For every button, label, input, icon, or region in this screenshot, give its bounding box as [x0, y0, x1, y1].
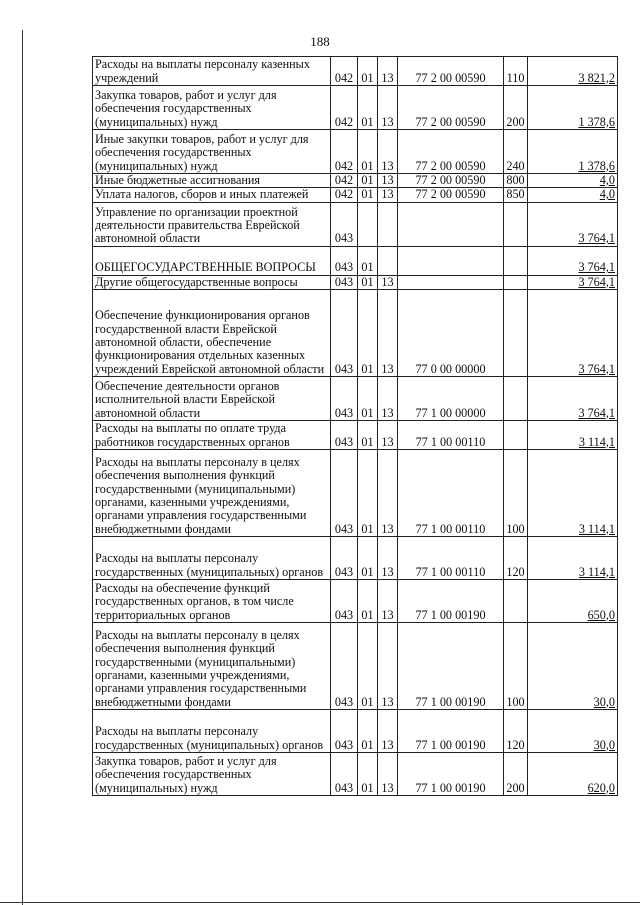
target-article-code: 77 2 00 00590	[398, 174, 504, 188]
subsection-code: 13	[378, 188, 398, 202]
amount: 620,0	[528, 752, 618, 795]
table-row	[93, 174, 618, 188]
expense-name: ОБЩЕГОСУДАРСТВЕННЫЕ ВОПРОСЫ	[93, 246, 331, 275]
amount: 3 114,1	[528, 420, 618, 449]
department-code: 042	[331, 86, 358, 130]
amount: 3 764,1	[528, 275, 618, 289]
section-code: 01	[358, 449, 378, 536]
department-code: 043	[331, 275, 358, 289]
target-article-code: 77 1 00 00110	[398, 449, 504, 536]
amount: 1 378,6	[528, 86, 618, 130]
subsection-code: 13	[378, 449, 398, 536]
subsection-code: 13	[378, 376, 398, 420]
section-code: 01	[358, 246, 378, 275]
target-article-code	[398, 202, 504, 246]
section-code: 01	[358, 174, 378, 188]
table-row	[93, 202, 618, 246]
subsection-code: 13	[378, 622, 398, 709]
expense-name: Другие общегосударственные вопросы	[93, 275, 331, 289]
table-row	[93, 622, 618, 709]
expense-type-code: 100	[504, 449, 528, 536]
section-code: 01	[358, 130, 378, 174]
subsection-code: 13	[378, 536, 398, 579]
target-article-code	[398, 246, 504, 275]
table-row	[93, 289, 618, 376]
amount: 3 764,1	[528, 376, 618, 420]
section-code: 01	[358, 420, 378, 449]
target-article-code: 77 1 00 00190	[398, 622, 504, 709]
amount: 3 764,1	[528, 202, 618, 246]
amount: 30,0	[528, 709, 618, 752]
target-article-code: 77 1 00 00110	[398, 536, 504, 579]
amount: 3 114,1	[528, 536, 618, 579]
subsection-code: 13	[378, 130, 398, 174]
expense-name: Расходы на выплаты персоналу государственных (муниципальных) органов	[93, 536, 331, 579]
amount: 30,0	[528, 622, 618, 709]
table-row	[93, 130, 618, 174]
table-row	[93, 752, 618, 795]
expense-type-code: 240	[504, 130, 528, 174]
amount: 650,0	[528, 579, 618, 622]
subsection-code: 13	[378, 752, 398, 795]
target-article-code: 77 2 00 00590	[398, 86, 504, 130]
expense-type-code: 120	[504, 536, 528, 579]
section-code: 01	[358, 289, 378, 376]
department-code: 043	[331, 579, 358, 622]
table-row	[93, 420, 618, 449]
target-article-code: 77 0 00 00000	[398, 289, 504, 376]
table-row	[93, 376, 618, 420]
expense-type-code	[504, 202, 528, 246]
target-article-code: 77 1 00 00190	[398, 579, 504, 622]
expense-name: Иные бюджетные ассигнования	[93, 174, 331, 188]
table-row	[93, 709, 618, 752]
department-code: 043	[331, 289, 358, 376]
expense-name: Расходы на выплаты по оплате труда работников государственных органов	[93, 420, 331, 449]
amount: 3 764,1	[528, 246, 618, 275]
target-article-code: 77 1 00 00190	[398, 709, 504, 752]
subsection-code: 13	[378, 579, 398, 622]
section-code: 01	[358, 752, 378, 795]
table-row	[93, 275, 618, 289]
department-code: 043	[331, 449, 358, 536]
section-code: 01	[358, 57, 378, 86]
section-code: 01	[358, 188, 378, 202]
department-code: 043	[331, 202, 358, 246]
department-code: 043	[331, 536, 358, 579]
section-code: 01	[358, 376, 378, 420]
section-code: 01	[358, 86, 378, 130]
budget-table	[92, 56, 618, 796]
expense-type-code: 110	[504, 57, 528, 86]
expense-name: Закупка товаров, работ и услуг для обеспечения государственных (муниципальных) нужд	[93, 86, 331, 130]
department-code: 043	[331, 246, 358, 275]
section-code	[358, 202, 378, 246]
expense-name: Расходы на выплаты персоналу государственных (муниципальных) органов	[93, 709, 331, 752]
expense-name: Расходы на выплаты персоналу в целях обеспечения выполнения функций государственными (муниципальными) органами, казенными учреждениями, органами управления государственными внебюджетными фондами	[93, 449, 331, 536]
subsection-code: 13	[378, 86, 398, 130]
department-code: 042	[331, 188, 358, 202]
table-row	[93, 86, 618, 130]
expense-type-code: 800	[504, 174, 528, 188]
table-row	[93, 579, 618, 622]
target-article-code: 77 1 00 00190	[398, 752, 504, 795]
amount: 3 114,1	[528, 449, 618, 536]
expense-type-code	[504, 420, 528, 449]
target-article-code: 77 1 00 00000	[398, 376, 504, 420]
expense-name: Уплата налогов, сборов и иных платежей	[93, 188, 331, 202]
section-code: 01	[358, 579, 378, 622]
expense-name: Управление по организации проектной деятельности правительства Еврейской автономной области	[93, 202, 331, 246]
target-article-code: 77 2 00 00590	[398, 130, 504, 174]
page-left-edge	[22, 30, 23, 905]
page-bottom-edge	[0, 902, 640, 903]
department-code: 043	[331, 752, 358, 795]
table-row	[93, 188, 618, 202]
target-article-code: 77 2 00 00590	[398, 188, 504, 202]
target-article-code: 77 2 00 00590	[398, 57, 504, 86]
subsection-code	[378, 246, 398, 275]
expense-type-code: 100	[504, 622, 528, 709]
department-code: 043	[331, 420, 358, 449]
expense-type-code	[504, 289, 528, 376]
expense-name: Обеспечение функционирования органов государственной власти Еврейской автономной области, обеспечение функционирования отдельных казенных учреждений Еврейской автономной области	[93, 289, 331, 376]
subsection-code: 13	[378, 289, 398, 376]
subsection-code: 13	[378, 57, 398, 86]
department-code: 043	[331, 622, 358, 709]
expense-type-code: 200	[504, 752, 528, 795]
department-code: 042	[331, 174, 358, 188]
expense-type-code: 200	[504, 86, 528, 130]
target-article-code: 77 1 00 00110	[398, 420, 504, 449]
section-code: 01	[358, 709, 378, 752]
expense-type-code: 850	[504, 188, 528, 202]
subsection-code	[378, 202, 398, 246]
expense-type-code	[504, 246, 528, 275]
amount: 4,0	[528, 174, 618, 188]
department-code: 043	[331, 376, 358, 420]
section-code: 01	[358, 622, 378, 709]
expense-type-code	[504, 275, 528, 289]
expense-name: Иные закупки товаров, работ и услуг для обеспечения государственных (муниципальных) нужд	[93, 130, 331, 174]
amount: 3 764,1	[528, 289, 618, 376]
subsection-code: 13	[378, 420, 398, 449]
subsection-code: 13	[378, 275, 398, 289]
table-row	[93, 246, 618, 275]
table-row	[93, 449, 618, 536]
expense-name: Обеспечение деятельности органов исполнительной власти Еврейской автономной области	[93, 376, 331, 420]
expense-type-code	[504, 579, 528, 622]
section-code: 01	[358, 536, 378, 579]
target-article-code	[398, 275, 504, 289]
expense-name: Расходы на выплаты персоналу в целях обеспечения выполнения функций государственными (муниципальными) органами, казенными учреждениями, органами управления государственными внебюджетными фондами	[93, 622, 331, 709]
expense-type-code: 120	[504, 709, 528, 752]
department-code: 042	[331, 57, 358, 86]
amount: 3 821,2	[528, 57, 618, 86]
amount: 4,0	[528, 188, 618, 202]
table-row	[93, 57, 618, 86]
section-code: 01	[358, 275, 378, 289]
amount: 1 378,6	[528, 130, 618, 174]
department-code: 043	[331, 709, 358, 752]
subsection-code: 13	[378, 709, 398, 752]
expense-name: Закупка товаров, работ и услуг для обеспечения государственных (муниципальных) нужд	[93, 752, 331, 795]
department-code: 042	[331, 130, 358, 174]
subsection-code: 13	[378, 174, 398, 188]
expense-name: Расходы на обеспечение функций государственных органов, в том числе территориальных органов	[93, 579, 331, 622]
page-number: 188	[310, 34, 330, 49]
expense-name: Расходы на выплаты персоналу казенных учреждений	[93, 57, 331, 86]
table-row	[93, 536, 618, 579]
expense-type-code	[504, 376, 528, 420]
